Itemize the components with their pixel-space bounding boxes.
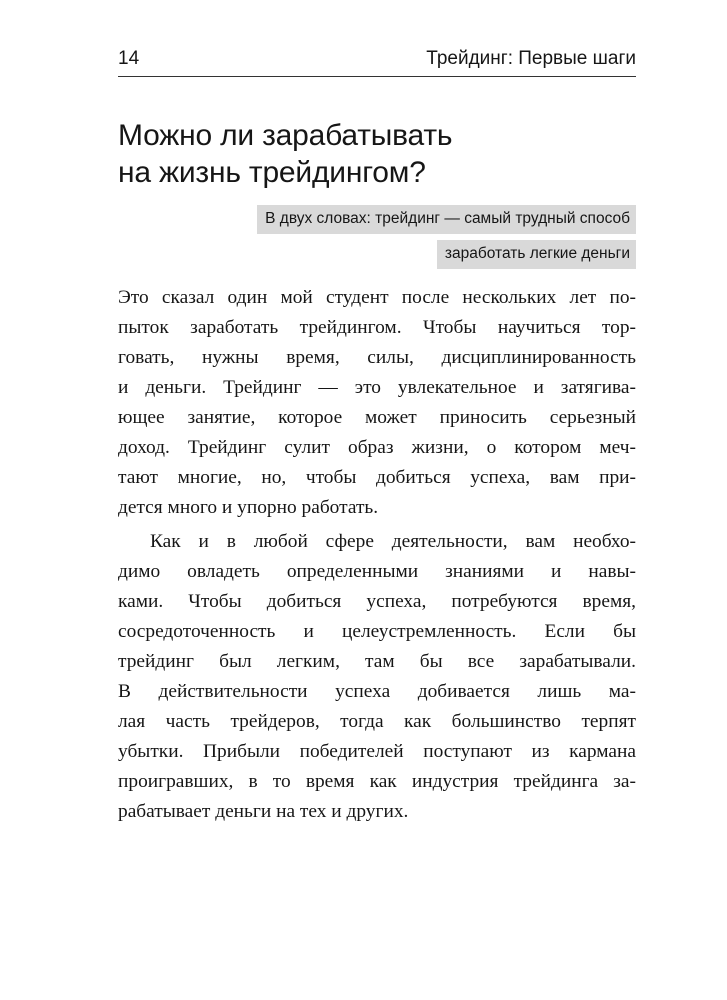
body-text <box>118 283 636 831</box>
header-rule <box>118 76 636 77</box>
section-title <box>118 117 636 191</box>
text-line: пыток заработать трейдингом. Чтобы научиться тор- <box>118 317 636 338</box>
paragraph-2 <box>118 527 636 827</box>
text-line: В действительности успеха добивается лишь ма- <box>118 681 636 702</box>
summary-callout <box>257 205 636 275</box>
text-line: сосредоточенность и целеустремленность. Если бы <box>118 621 636 642</box>
text-line: ющее занятие, которое может приносить серьезный <box>118 407 636 428</box>
text-line: трейдинг был легким, там бы все зарабатывали. <box>118 651 636 672</box>
text-line: говать, нужны время, силы, дисциплинированность <box>118 347 636 368</box>
text-line: димо овладеть определенными знаниями и навы- <box>118 561 636 582</box>
running-title: Трейдинг: Первые шаги <box>426 48 636 69</box>
text-line: Как и в любой сфере деятельности, вам необхо- <box>150 531 636 552</box>
text-line: тают многие, но, чтобы добиться успеха, вам при- <box>118 467 636 488</box>
text-line: рабатывает деньги на тех и других. <box>118 801 409 822</box>
text-line: ками. Чтобы добиться успеха, потребуются время, <box>118 591 636 612</box>
section-title-line: Можно ли зарабатывать <box>118 119 453 152</box>
paragraph-1 <box>118 283 636 523</box>
page-header <box>118 48 636 76</box>
text-line: Это сказал один мой студент после нескольких лет по- <box>118 287 636 308</box>
summary-line: заработать легкие деньги <box>437 240 636 269</box>
text-line: доход. Трейдинг сулит образ жизни, о котором меч- <box>118 437 636 458</box>
summary-line: В двух словах: трейдинг — самый трудный способ <box>257 205 636 234</box>
page-number: 14 <box>118 48 140 69</box>
section-title-line: на жизнь трейдингом? <box>118 156 426 189</box>
text-line: лая часть трейдеров, тогда как большинство терпят <box>118 711 636 732</box>
text-line: дется много и упорно работать. <box>118 497 379 518</box>
text-line: убытки. Прибыли победителей поступают из кармана <box>118 741 636 762</box>
text-line: проигравших, в то время как индустрия трейдинга за- <box>118 771 636 792</box>
text-line: и деньги. Трейдинг — это увлекательное и затягива- <box>118 377 636 398</box>
